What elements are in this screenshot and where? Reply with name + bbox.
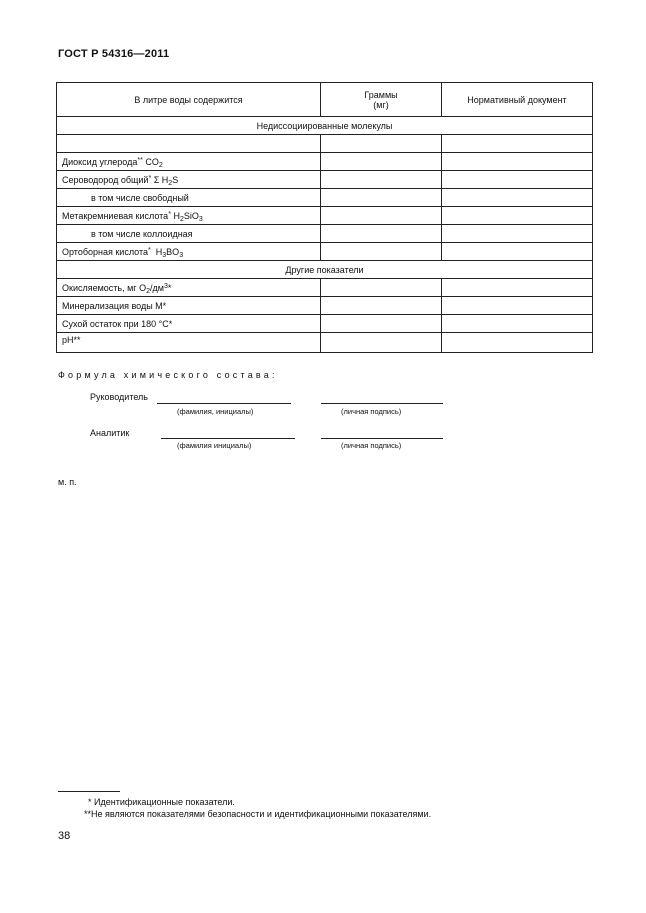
footnote-divider: [58, 791, 120, 792]
section-title-other: Другие показатели: [57, 261, 593, 279]
analyst-label: Аналитик: [90, 428, 130, 438]
row-label-oxidability: Окисляемость, мг $O_2/дм^3*$: [57, 279, 321, 297]
footnote-2: **Не являются показателями безопасности и идентификационными показателями.: [84, 809, 432, 819]
stamp-place: м. п.: [58, 477, 77, 487]
row-label-h2sio3: Метакремниевая кислота* $H_2SiO_3$: [57, 207, 321, 225]
analyst-sign-caption: (личная подпись): [341, 441, 402, 450]
row-label-h3bo3: Ортоборная кислота* $H_3BO_3$: [57, 243, 321, 261]
col-header-content: В литре воды содержится: [57, 83, 321, 117]
row-label-free: в том числе свободный: [57, 189, 321, 207]
head-sign-caption: (личная подпись): [341, 407, 402, 416]
table-row: [57, 297, 593, 315]
head-name-line: [157, 403, 291, 404]
formula-label: Формула химического состава:: [58, 370, 278, 380]
table-row: [57, 243, 593, 261]
table-row: [57, 315, 593, 333]
col-header-normative-doc: Нормативный документ: [442, 83, 593, 117]
chemical-composition-table: [56, 82, 593, 353]
analyst-name-caption: (фамилия инициалы): [177, 441, 252, 450]
row-label-dry-residue: Сухой остаток при 180 °С*: [57, 315, 321, 333]
head-label: Руководитель: [90, 392, 148, 402]
table-row: [57, 279, 593, 297]
section-row: [57, 117, 593, 135]
table-header-row: [57, 83, 593, 117]
row-label-colloid: в том числе коллоидная: [57, 225, 321, 243]
head-sign-line: [321, 403, 443, 404]
table-row: [57, 333, 593, 353]
table-row: [57, 207, 593, 225]
analyst-sign-line: [321, 438, 443, 439]
table-row: [57, 135, 593, 153]
table-row: [57, 225, 593, 243]
row-label-h2s: Сероводород общий* Σ $H_2S$: [57, 171, 321, 189]
page-number: 38: [58, 830, 71, 842]
table-row: [57, 189, 593, 207]
head-name-caption: (фамилия, инициалы): [177, 407, 254, 416]
document-header: ГОСТ Р 54316—2011: [58, 48, 170, 60]
row-label-co2: Диоксид углерода** $CO_2$: [57, 153, 321, 171]
section-title-molecules: Недиссоциированные молекулы: [57, 117, 593, 135]
row-label-ph: pH**: [57, 333, 321, 353]
table-row: [57, 171, 593, 189]
col-header-grams: Граммы (мг): [321, 83, 442, 117]
row-label-mineralization: Минерализация воды М*: [57, 297, 321, 315]
footnote-1: * Идентификационные показатели.: [88, 797, 235, 807]
table-row: [57, 153, 593, 171]
analyst-name-line: [161, 438, 295, 439]
section-row: [57, 261, 593, 279]
